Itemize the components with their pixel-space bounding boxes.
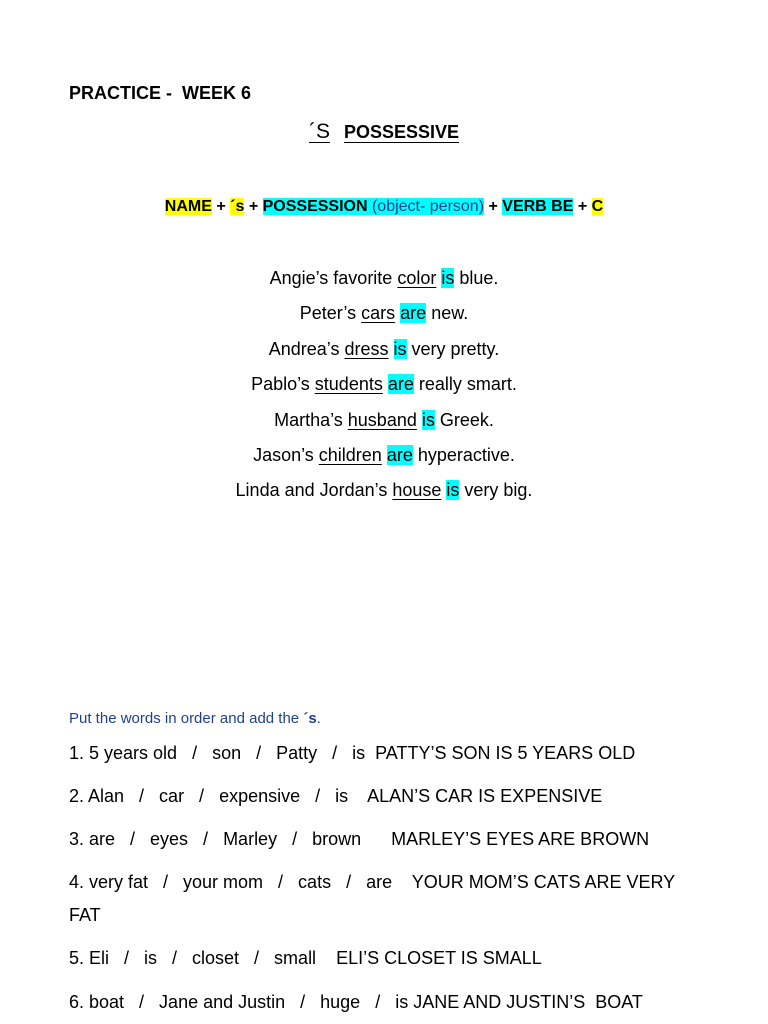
grammar-formula	[0, 198, 768, 216]
example-verb: are	[386, 444, 413, 465]
section-heading	[0, 120, 768, 144]
formula-possession-group	[263, 198, 484, 215]
example-complement: Greek.	[434, 409, 494, 430]
example-noun: husband	[347, 409, 417, 430]
exercise-prompt: 2. Alan / car / expensive / is	[69, 786, 349, 806]
example-verb: is	[441, 268, 455, 288]
formula-plus: +	[211, 198, 231, 215]
example-verb: are	[387, 374, 414, 395]
instruction-period: .	[316, 710, 321, 727]
example-sentence	[0, 406, 768, 441]
example-complement: very big.	[459, 480, 533, 501]
section-heading-underline	[309, 122, 459, 142]
exercise-item	[69, 780, 709, 813]
example-sentence	[0, 441, 768, 476]
example-complement: new.	[426, 303, 469, 324]
formula-plus: +	[244, 198, 263, 215]
example-sentence	[0, 370, 768, 405]
example-noun: dress	[344, 338, 389, 359]
example-complement: hyperactive.	[412, 444, 515, 465]
example-verb: is	[421, 409, 435, 430]
exercise-answer: ELI’S CLOSET IS SMALL	[316, 948, 542, 968]
exercise-instruction	[69, 710, 321, 727]
example-space	[389, 339, 394, 359]
example-noun: children	[318, 444, 382, 465]
example-complement: very pretty.	[406, 338, 500, 359]
example-sentence	[0, 476, 768, 511]
example-subject: Linda and Jordan’s	[235, 480, 393, 501]
example-complement: blue.	[454, 268, 499, 288]
exercise-item	[69, 823, 709, 856]
example-verb: are	[400, 303, 427, 324]
exercise-prompt: 5. Eli / is / closet / small	[69, 948, 317, 968]
example-subject: Martha’s	[274, 409, 348, 430]
formula-c: C	[591, 198, 604, 215]
instruction-apostrophe-s: ´s	[303, 710, 317, 727]
exercise-answer: YOUR MOM’S CATS ARE VERY FAT	[69, 872, 680, 925]
example-subject: Peter’s	[299, 303, 362, 324]
example-sentence	[0, 264, 768, 299]
example-verb: is	[393, 338, 407, 359]
formula-verb-be: VERB BE	[502, 198, 574, 215]
example-sentences	[0, 264, 768, 512]
example-verb: is	[446, 480, 460, 501]
formula-possession: POSSESSION	[262, 198, 368, 215]
exercise-answer: ALAN’S CAR IS EXPENSIVE	[348, 786, 603, 806]
example-subject: Pablo’s	[251, 374, 315, 395]
apostrophe-s-mark: ´S	[308, 120, 330, 143]
example-noun: color	[397, 268, 437, 288]
formula-possession-note: (object- person)	[367, 198, 485, 215]
section-heading-text: POSSESSIVE	[343, 122, 460, 142]
instruction-text: Put the words in order and add the	[69, 710, 304, 727]
exercise-item	[69, 866, 679, 932]
example-noun: house	[392, 480, 442, 501]
page-title: PRACTICE - WEEK 6	[69, 83, 252, 103]
example-noun: students	[314, 374, 383, 395]
exercise-prompt: 3. are / eyes / Marley / brown	[69, 829, 362, 849]
formula-name: NAME	[164, 198, 212, 215]
example-subject: Andrea’s	[268, 338, 345, 359]
exercise-item	[69, 737, 709, 770]
example-noun: cars	[361, 303, 396, 324]
formula-apostrophe-s: ´s	[230, 198, 245, 215]
exercise-answer: PATTY’S SON IS 5 YEARS OLD	[365, 743, 636, 763]
example-complement: really smart.	[413, 374, 517, 395]
formula-plus: +	[573, 198, 592, 215]
exercise-item	[69, 942, 709, 975]
exercise-item	[69, 986, 709, 1019]
example-sentence	[0, 335, 768, 370]
exercise-prompt: 1. 5 years old / son / Patty / is	[69, 743, 366, 763]
exercise-prompt: 6. boat / Jane and Justin / huge / is	[69, 992, 409, 1012]
example-sentence	[0, 299, 768, 334]
example-subject: Angie’s favorite	[269, 268, 398, 288]
exercise-answer: JANE AND JUSTIN’S BOAT	[408, 992, 643, 1012]
exercise-prompt: 4. very fat / your mom / cats / are	[69, 872, 393, 892]
formula-plus: +	[484, 198, 503, 215]
exercise-answer: MARLEY’S EYES ARE BROWN	[361, 829, 650, 849]
example-subject: Jason’s	[253, 444, 319, 465]
